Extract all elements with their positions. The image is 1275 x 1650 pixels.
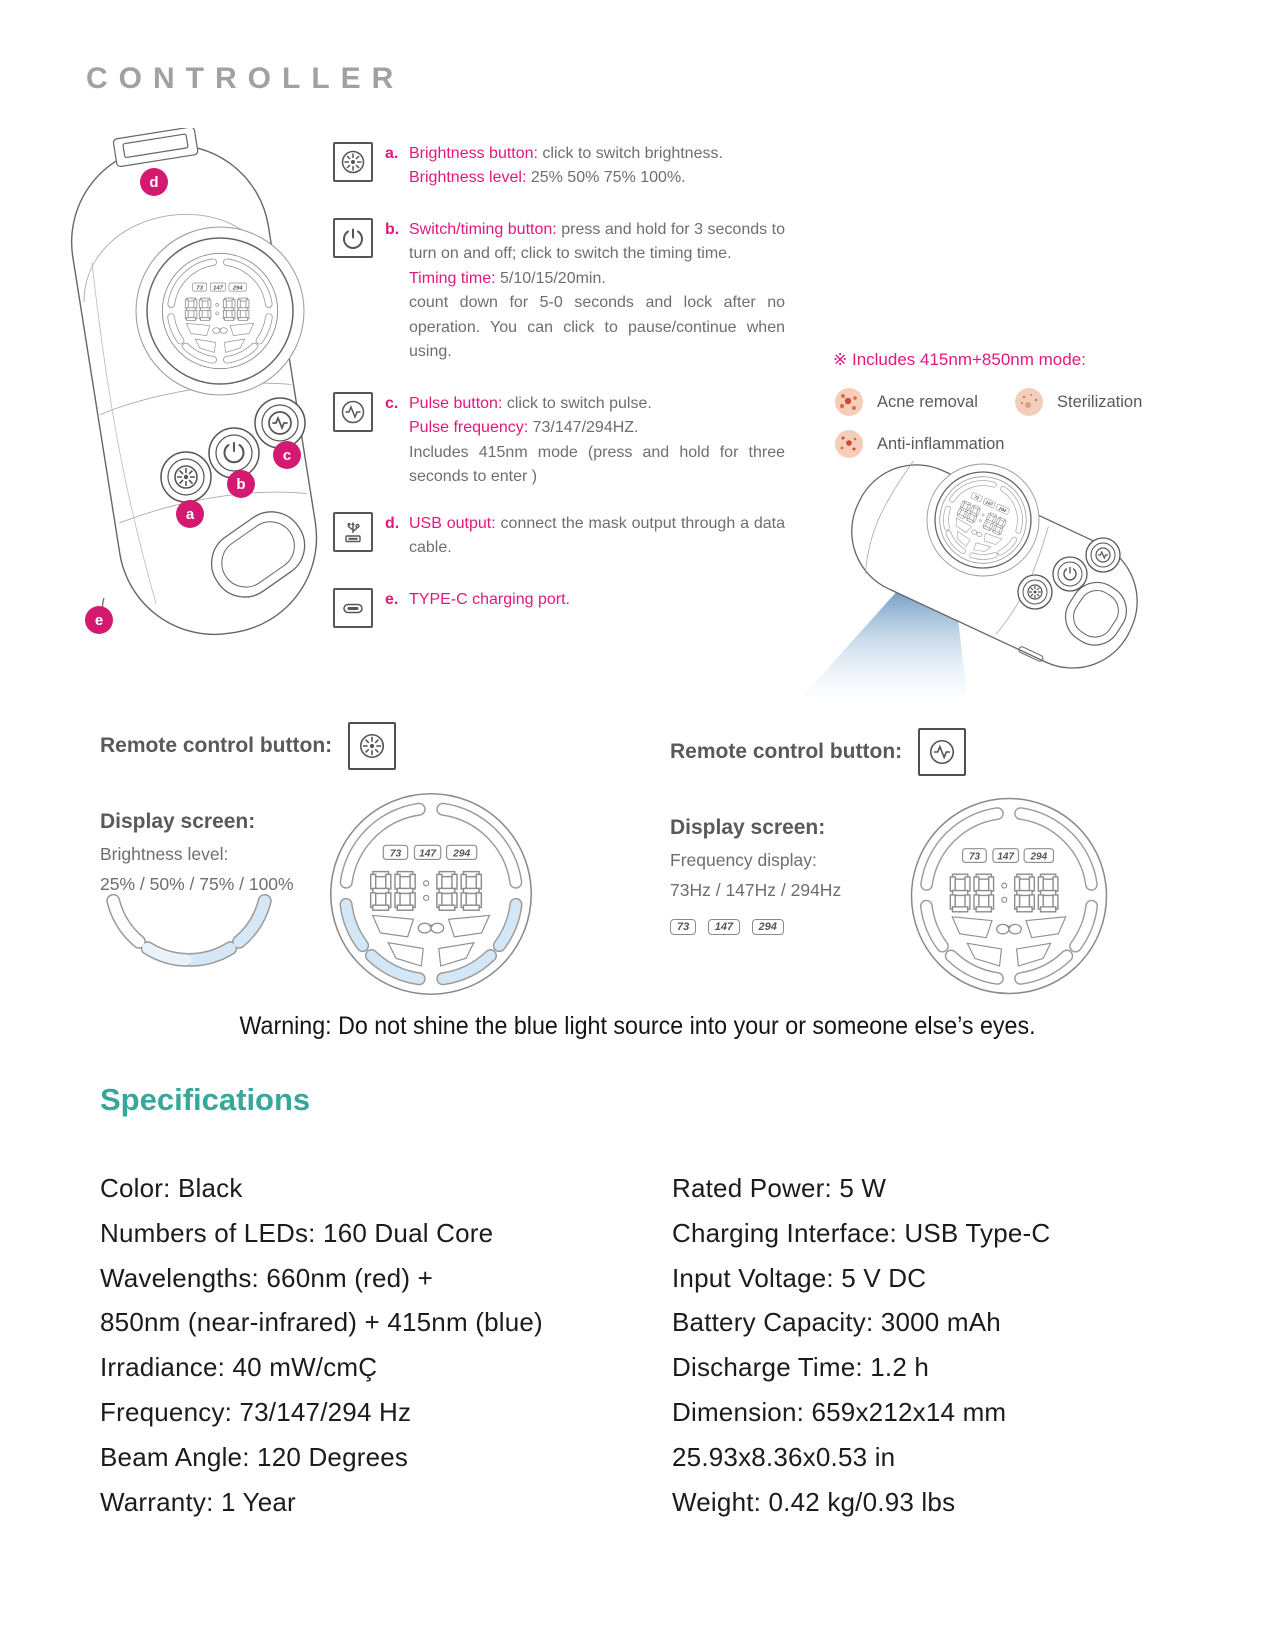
- spec-line: Weight: 0.42 kg/0.93 lbs: [672, 1486, 956, 1517]
- annotation-key: a.: [385, 145, 399, 162]
- mode-acne-removal: [833, 386, 978, 418]
- brightness-level-label: Brightness level:: [100, 844, 229, 864]
- brightness-icon: [333, 142, 373, 182]
- display-screen-label: Display screen:: [100, 810, 256, 833]
- spec-line: Discharge Time: 1.2 h: [672, 1352, 930, 1383]
- controller-front-illustration: [52, 128, 347, 653]
- specs-column-left: [100, 1166, 660, 1524]
- device-label-d: d: [149, 174, 159, 191]
- spec-line: Beam Angle: 120 Degrees: [100, 1441, 409, 1472]
- specifications-heading: Specifications: [100, 1082, 311, 1117]
- brightness-level-values: 25% / 50% / 75% / 100%: [100, 874, 294, 894]
- spec-line: 25.93x8.36x0.53 in: [672, 1441, 896, 1472]
- typec-icon: [333, 588, 373, 628]
- frequency-display-label: Frequency display:: [670, 850, 817, 870]
- annotation-sub-label: Timing time:: [409, 269, 496, 287]
- page-title: CONTROLLER: [86, 62, 405, 95]
- annotation-item-a: [333, 142, 785, 191]
- annotation-sub-label: Pulse frequency:: [409, 419, 529, 437]
- spec-line: Charging Interface: USB Type-C: [672, 1217, 1051, 1248]
- device-label-c: c: [282, 447, 292, 464]
- annotation-item-c: [333, 392, 785, 490]
- spec-line: Numbers of LEDs: 160 Dual Core: [100, 1217, 494, 1248]
- freq-badge-147: 147: [708, 919, 740, 935]
- usb-icon: [333, 512, 373, 552]
- annotation-sub-value: 5/10/15/20min.: [495, 269, 606, 287]
- annotation-sub-value: 73/147/294HZ.: [528, 419, 639, 437]
- annotation-sub-label: Brightness level:: [409, 169, 527, 187]
- annotation-item-e: [333, 588, 785, 628]
- specs-column-right: [672, 1166, 1232, 1524]
- acne-removal-icon: [833, 386, 865, 418]
- mode-note: ※ Includes 415nm+850nm mode:: [833, 350, 1086, 369]
- annotation-item-d: [333, 512, 785, 561]
- mode-sterilization: [1013, 386, 1142, 418]
- spec-line: Color: Black: [100, 1173, 243, 1203]
- annotation-desc: connect the mask output through a data cable.: [409, 515, 785, 557]
- frequency-display-values: 73Hz / 147Hz / 294Hz: [670, 880, 842, 900]
- spec-line: Dimension: 659x212x14 mm: [672, 1396, 1007, 1427]
- spec-line: Wavelengths: 660nm (red) +: [100, 1262, 434, 1293]
- warning-text: Warning: Do not shine the blue light source into your or someone else’s eyes.: [239, 1012, 1036, 1040]
- device-display-drawing: [136, 227, 304, 395]
- freq-badge-73: 73: [670, 919, 696, 935]
- brightness-icon: [348, 722, 396, 770]
- annotation-title: Brightness button:: [409, 145, 538, 162]
- pulse-icon: [333, 392, 373, 432]
- device-label-a: a: [185, 506, 195, 523]
- remote-button-label: Remote control button:: [100, 734, 333, 757]
- mode-label: Acne removal: [877, 392, 978, 411]
- annotation-extra: Includes 415nm mode (press and hold for three seconds to enter ): [409, 443, 785, 486]
- mode-label: Anti-inflammation: [877, 434, 1005, 453]
- spec-line: Rated Power: 5 W: [672, 1173, 887, 1203]
- display-screen-diagram-brightness: [322, 778, 540, 1010]
- annotation-sub-value: 25% 50% 75% 100%.: [526, 169, 686, 187]
- device-label-e: e: [94, 612, 104, 629]
- spec-line: Warranty: 1 Year: [100, 1486, 296, 1517]
- mode-section: [833, 350, 1203, 466]
- annotation-title: Switch/timing button:: [409, 221, 557, 238]
- annotation-desc: click to switch brightness.: [537, 145, 723, 162]
- annotation-title: Pulse button:: [409, 395, 503, 412]
- display-screen-diagram-frequency: [903, 783, 1115, 1009]
- pulse-button-drawing: [255, 398, 305, 448]
- annotation-key: c.: [385, 395, 399, 412]
- freq-badge-294: 294: [752, 919, 784, 935]
- brightness-arc-indicator: [92, 862, 287, 994]
- annotation-key: d.: [385, 515, 400, 532]
- device-label-b: b: [236, 476, 246, 493]
- sterilization-icon: [1013, 386, 1045, 418]
- annotation-key: b.: [385, 221, 400, 238]
- spec-line: Input Voltage: 5 V DC: [672, 1262, 927, 1293]
- brightness-button-drawing: [161, 452, 211, 502]
- annotation-key: e.: [385, 591, 399, 608]
- remote-button-label: Remote control button:: [670, 740, 903, 763]
- annotation-title: TYPE-C charging port.: [409, 591, 570, 608]
- annotation-title: USB output:: [409, 515, 496, 532]
- annotation-extra: count down for 5-0 seconds and lock after no operation. You can click to pause/continue when using.: [409, 294, 785, 361]
- power-button-drawing: [209, 428, 259, 478]
- spec-line: Irradiance: 40 mW/cmÇ: [100, 1352, 378, 1383]
- annotation-desc: press and hold for 3 seconds to turn on and off; click to switch the timing time.: [409, 221, 786, 263]
- annotation-item-b: [333, 218, 785, 364]
- power-icon: [333, 218, 373, 258]
- mode-label: Sterilization: [1057, 392, 1143, 411]
- spec-line: 850nm (near-infrared) + 415nm (blue): [100, 1307, 543, 1338]
- display-screen-label: Display screen:: [670, 816, 826, 839]
- spec-line: Frequency: 73/147/294 Hz: [100, 1396, 412, 1427]
- annotation-desc: click to switch pulse.: [502, 395, 652, 412]
- controller-beam-illustration: [795, 450, 1200, 698]
- pulse-icon: [918, 728, 966, 776]
- spec-line: Battery Capacity: 3000 mAh: [672, 1307, 1001, 1338]
